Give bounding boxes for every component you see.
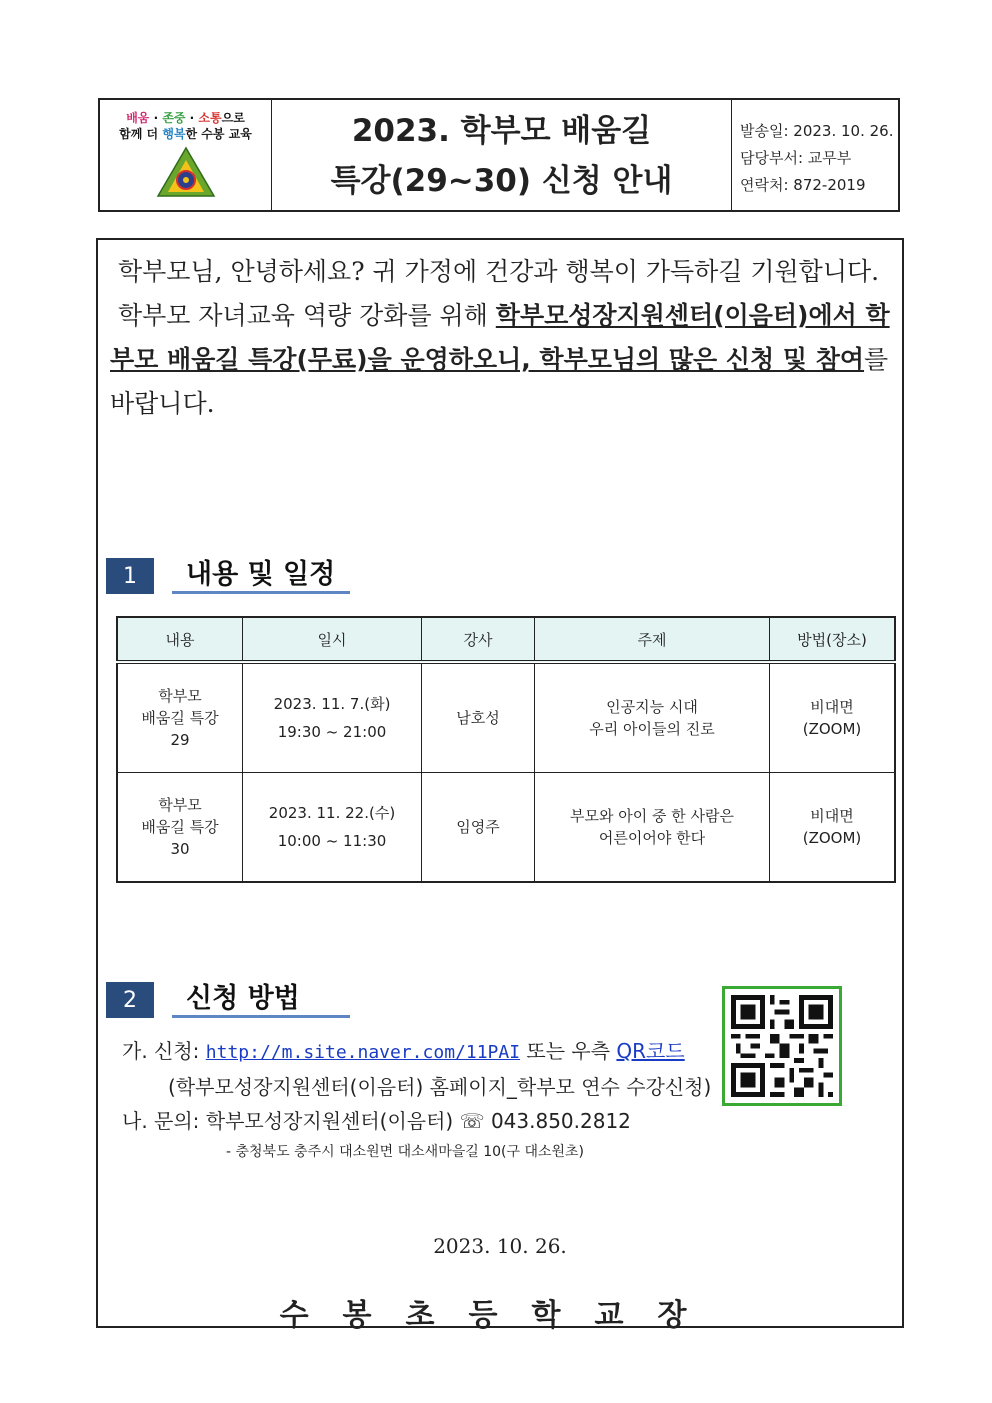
intro-paragraph-2: 학부모 자녀교육 역량 강화를 위해 학부모성장지원센터(이음터)에서 학부모 배움길 특강(무료)을 운영하오니, 학부모님의 많은 신청 및 참여를 바랍니다.	[110, 301, 890, 418]
course-cell: 학부모 배움길 특강 29	[117, 662, 243, 773]
lecturer-cell: 임영주	[422, 773, 535, 883]
intro-paragraph-1: 학부모님, 안녕하세요? 귀 가정에 건강과 행복이 가득하길 기원합니다.	[117, 257, 880, 286]
header-cell: 강사	[422, 617, 535, 662]
qr-code-link[interactable]: QR코드	[616, 1039, 685, 1063]
apply-line: 가. 신청: http://m.site.naver.com/11PAI 또는 우측 QR코드	[122, 1039, 685, 1063]
course-cell: 학부모 배움길 특강 30	[117, 773, 243, 883]
topic-cell: 부모와 아이 중 한 사람은 어른이어야 한다	[535, 773, 770, 883]
section-1-title: 내용 및 일정	[172, 558, 350, 594]
schedule-table	[116, 616, 896, 883]
title-line2: 특강(29~30) 신청 안내	[330, 163, 673, 199]
document-date: 2023. 10. 26.	[433, 1234, 567, 1258]
slogan-line2: 함께 더 행복한 수봉 교육	[119, 127, 252, 141]
issue-date: 발송일: 2023. 10. 26.	[740, 122, 894, 140]
datetime-cell: 2023. 11. 7.(화) 19:30 ~ 21:00	[243, 662, 422, 773]
section-1-heading	[106, 558, 350, 594]
document-meta	[732, 100, 898, 210]
school-logo-icon	[100, 146, 271, 202]
section-1-badge: 1	[106, 558, 154, 594]
table-row	[117, 662, 895, 773]
signer: 수봉초등학교장	[279, 1298, 721, 1333]
header-cell: 일시	[243, 617, 422, 662]
document-header	[98, 98, 900, 212]
table-header-row	[117, 617, 895, 662]
header-cell: 내용	[117, 617, 243, 662]
intro-text	[110, 250, 890, 426]
datetime-cell: 2023. 11. 22.(수) 10:00 ~ 11:30	[243, 773, 422, 883]
slogan-line1: 배움 · 존중 · 소통으로	[126, 111, 245, 125]
section-2-title: 신청 방법	[172, 982, 350, 1018]
section-2-badge: 2	[106, 982, 154, 1018]
contact: 연락처: 872-2019	[740, 176, 866, 194]
inquiry-line: 나. 문의: 학부모성장지원센터(이음터) ☏ 043.850.2812	[122, 1109, 631, 1133]
address-line: - 충청북도 충주시 대소원면 대소새마을길 10(구 대소원초)	[226, 1144, 585, 1160]
emphasis-text: 학부모성장지원센터(이음터)에서 학부모 배움길 특강(무료)을 운영하오니, 학부모님의 많은 신청 및 참여	[110, 301, 890, 374]
apply-note: (학부모성장지원센터(이음터) 홈페이지_학부모 연수 수강신청)	[168, 1075, 712, 1099]
application-info	[122, 1034, 711, 1166]
lecturer-cell: 남호성	[422, 662, 535, 773]
school-slogan-box	[100, 100, 272, 210]
header-cell: 주제	[535, 617, 770, 662]
topic-cell: 인공지능 시대 우리 아이들의 진로	[535, 662, 770, 773]
document-title	[272, 100, 732, 210]
title-line1: 2023. 학부모 배움길	[351, 113, 652, 149]
qr-code-icon[interactable]	[722, 986, 842, 1106]
method-cell: 비대면 (ZOOM)	[770, 662, 896, 773]
department: 담당부서: 교무부	[740, 149, 852, 167]
section-2-heading	[106, 982, 350, 1018]
method-cell: 비대면 (ZOOM)	[770, 773, 896, 883]
document-body	[96, 238, 904, 1333]
table-row	[117, 773, 895, 883]
header-cell: 방법(장소)	[770, 617, 896, 662]
apply-link[interactable]: http://m.site.naver.com/11PAI	[205, 1042, 521, 1063]
